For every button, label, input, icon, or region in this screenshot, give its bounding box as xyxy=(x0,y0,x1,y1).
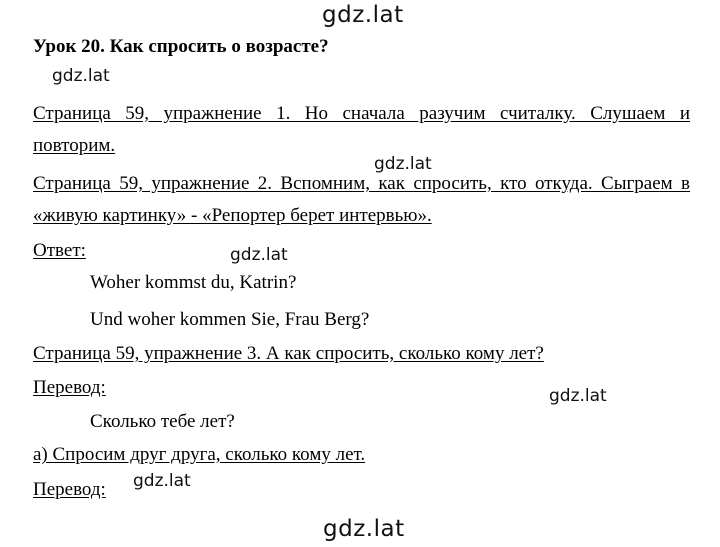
exercise-1-line-2: повторим. xyxy=(33,135,116,156)
translation-text: Сколько тебе лет? xyxy=(90,411,235,432)
exercise-3: Страница 59, упражнение 3. А как спросить, сколько кому лет? xyxy=(33,343,544,364)
lesson-title: Урок 20. Как спросить о возрасте? xyxy=(33,36,329,57)
answer-line: Woher kommst du, Katrin? xyxy=(90,272,297,293)
translation-label: Перевод: xyxy=(33,479,106,500)
translation-label: Перевод: xyxy=(33,377,106,398)
watermark: gdz.lat xyxy=(133,471,191,491)
task-a: а) Спросим друг друга, сколько кому лет. xyxy=(33,444,366,465)
watermark: gdz.lat xyxy=(230,245,288,265)
exercise-2-line-1: Страница 59, упражнение 2. Вспомним, как спросить, кто откуда. Сыграем в xyxy=(33,173,690,194)
exercise-1-line-1: Страница 59, упражнение 1. Но сначала разучим считалку. Слушаем и xyxy=(33,103,690,124)
watermark-bottom: gdz.lat xyxy=(323,516,405,542)
watermark-top: gdz.lat xyxy=(322,2,404,28)
answer-label: Ответ: xyxy=(33,240,86,261)
watermark: gdz.lat xyxy=(374,154,432,174)
answer-line: Und woher kommen Sie, Frau Berg? xyxy=(90,309,370,330)
watermark: gdz.lat xyxy=(549,386,607,406)
watermark: gdz.lat xyxy=(52,66,110,86)
exercise-2-line-2: «живую картинку» - «Репортер берет интервью». xyxy=(33,205,432,226)
